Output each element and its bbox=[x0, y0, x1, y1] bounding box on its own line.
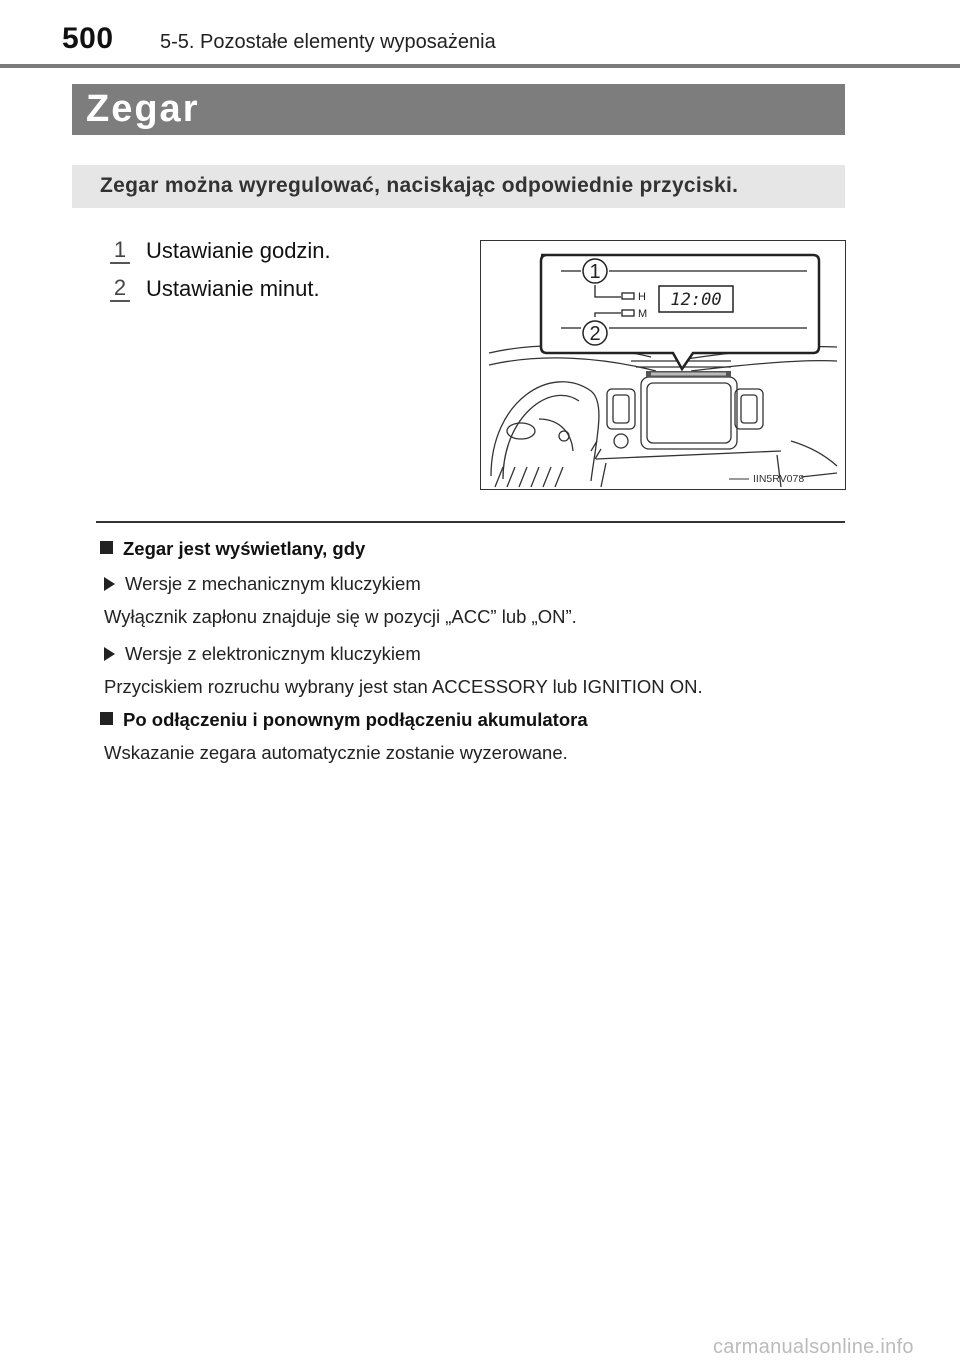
sub-item-text: Wersje z elektronicznym kluczykiem bbox=[125, 643, 421, 664]
note-heading-text: Po odłączeniu i ponownym podłączeniu akumulatora bbox=[123, 709, 588, 730]
square-bullet-icon bbox=[100, 541, 113, 554]
hour-button-icon bbox=[622, 293, 634, 299]
dashboard-clock-figure bbox=[480, 240, 846, 490]
triangle-bullet-icon bbox=[104, 577, 115, 591]
header-divider bbox=[0, 64, 960, 68]
body-text-electronic: Przyciskiem rozruchu wybrany jest stan ACCESSORY lub IGNITION ON. bbox=[104, 676, 703, 697]
triangle-bullet-icon bbox=[104, 647, 115, 661]
callout-number: 1 bbox=[110, 238, 130, 264]
note-heading-battery bbox=[100, 709, 588, 731]
sub-item-electronic-key bbox=[104, 643, 421, 665]
section-divider bbox=[96, 521, 845, 523]
callout-label: Ustawianie godzin. bbox=[146, 238, 331, 263]
minute-button-label: M bbox=[638, 308, 648, 320]
chapter-title: 5-5. Pozostałe elementy wyposażenia bbox=[160, 31, 496, 53]
watermark: carmanualsonline.info bbox=[713, 1336, 914, 1358]
note-heading-text: Zegar jest wyświetlany, gdy bbox=[123, 538, 366, 559]
sub-item-text: Wersje z mechanicznym kluczykiem bbox=[125, 573, 421, 594]
section-title-bar bbox=[72, 84, 845, 135]
section-title: Zegar bbox=[86, 88, 200, 130]
marker-1: 1 bbox=[589, 261, 601, 283]
note-heading-display bbox=[100, 538, 365, 560]
page-number: 500 bbox=[62, 22, 114, 55]
sub-item-mechanical-key bbox=[104, 573, 421, 595]
page-header bbox=[0, 0, 960, 70]
hour-button-label: H bbox=[638, 291, 646, 303]
minute-button-icon bbox=[622, 310, 634, 316]
intro-box bbox=[72, 165, 845, 208]
clock-time: 12:00 bbox=[670, 290, 722, 310]
callout-number: 2 bbox=[110, 276, 130, 302]
body-text-mechanical: Wyłącznik zapłonu znajduje się w pozycji „ACC” lub „ON”. bbox=[104, 606, 577, 627]
callout-label: Ustawianie minut. bbox=[146, 276, 320, 301]
marker-2: 2 bbox=[589, 323, 601, 345]
image-code: IIN5RV078 bbox=[753, 473, 805, 485]
dashboard-illustration bbox=[481, 241, 845, 489]
intro-text: Zegar można wyregulować, naciskając odpowiednie przyciski. bbox=[100, 174, 739, 197]
square-bullet-icon bbox=[100, 712, 113, 725]
body-text-battery: Wskazanie zegara automatycznie zostanie wyzerowane. bbox=[104, 742, 568, 763]
